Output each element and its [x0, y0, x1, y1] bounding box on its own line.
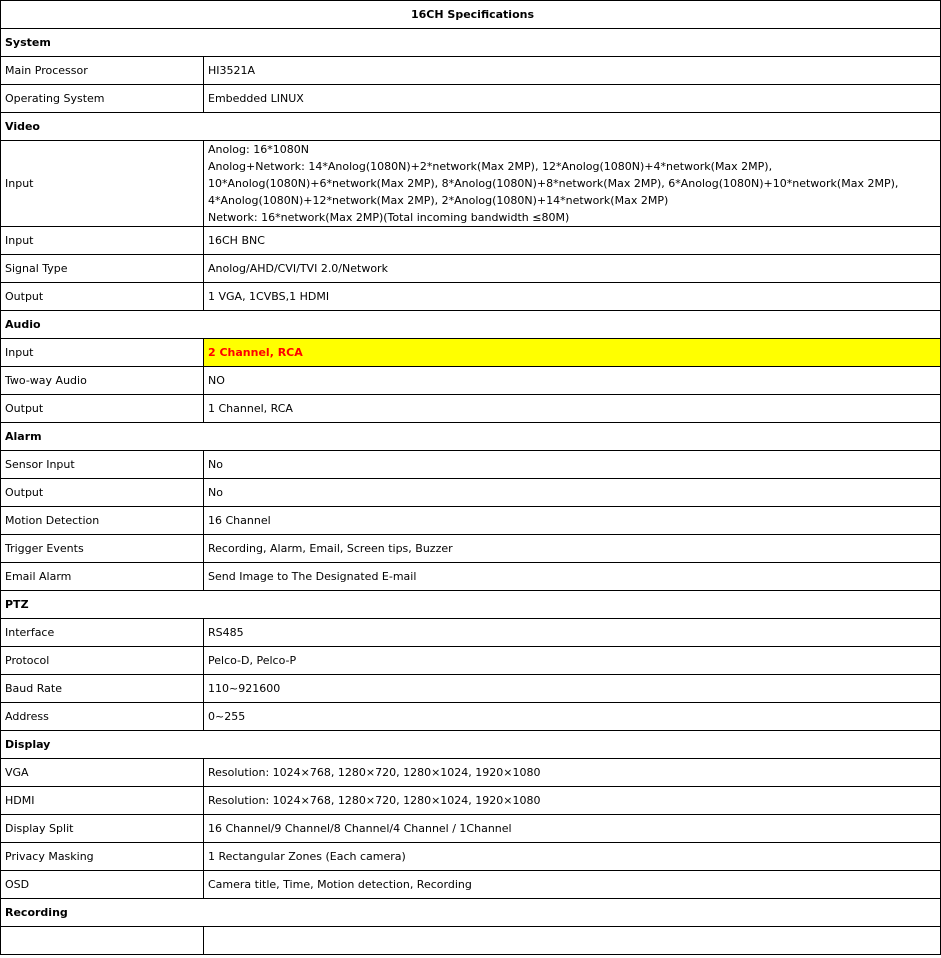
spec-label: Operating System	[1, 85, 204, 113]
spec-value: 1 Channel, RCA	[204, 395, 941, 423]
section-heading-recording: Recording	[1, 899, 941, 927]
spec-label: Output	[1, 395, 204, 423]
spec-value: HI3521A	[204, 57, 941, 85]
spec-value: Resolution: 1024×768, 1280×720, 1280×1024, 1920×1080	[204, 759, 941, 787]
spec-label: Output	[1, 283, 204, 311]
spec-value-line: 4*Anolog(1080N)+12*network(Max 2MP), 2*Anolog(1080N)+14*network(Max 2MP)	[208, 194, 669, 207]
spec-value: 0~255	[204, 703, 941, 731]
table-row	[1, 927, 941, 955]
spec-label	[1, 927, 204, 955]
table-row	[1, 815, 941, 843]
spec-value-line: Network: 16*network(Max 2MP)(Total incoming bandwidth ≤80M)	[208, 211, 570, 224]
table-row	[1, 675, 941, 703]
spec-label: Baud Rate	[1, 675, 204, 703]
table-row	[1, 255, 941, 283]
spec-value: 110~921600	[204, 675, 941, 703]
spec-value: Anolog/AHD/CVI/TVI 2.0/Network	[204, 255, 941, 283]
table-row	[1, 367, 941, 395]
section-row	[1, 113, 941, 141]
table-row	[1, 507, 941, 535]
table-row	[1, 339, 941, 367]
table-row	[1, 451, 941, 479]
spec-label: HDMI	[1, 787, 204, 815]
spec-label: OSD	[1, 871, 204, 899]
spec-label: Two-way Audio	[1, 367, 204, 395]
spec-label: Address	[1, 703, 204, 731]
spec-value-highlighted: 2 Channel, RCA	[204, 339, 941, 367]
spec-value: No	[204, 479, 941, 507]
spec-value-line: 10*Anolog(1080N)+6*network(Max 2MP), 8*Anolog(1080N)+8*network(Max 2MP), 6*Anolog(1080N)+10*network(Max 2MP),	[208, 177, 899, 190]
spec-label: Input	[1, 141, 204, 227]
spec-value: No	[204, 451, 941, 479]
spec-label: Privacy Masking	[1, 843, 204, 871]
table-row	[1, 871, 941, 899]
spec-value-line: Anolog: 16*1080N	[208, 143, 309, 156]
spec-value-line: Anolog+Network: 14*Anolog(1080N)+2*network(Max 2MP), 12*Anolog(1080N)+4*network(Max 2MP),	[208, 160, 773, 173]
section-heading-ptz: PTZ	[1, 591, 941, 619]
spec-value	[204, 927, 941, 955]
table-row	[1, 563, 941, 591]
spec-label: Display Split	[1, 815, 204, 843]
spec-label: Output	[1, 479, 204, 507]
table-row	[1, 759, 941, 787]
section-heading-video: Video	[1, 113, 941, 141]
spec-value-multiline	[204, 141, 941, 227]
page-title: 16CH Specifications	[1, 1, 941, 29]
section-row	[1, 591, 941, 619]
spec-value: 1 Rectangular Zones (Each camera)	[204, 843, 941, 871]
spec-label: Protocol	[1, 647, 204, 675]
table-row	[1, 57, 941, 85]
spec-label: Input	[1, 339, 204, 367]
spec-value: Pelco-D, Pelco-P	[204, 647, 941, 675]
spec-value: Resolution: 1024×768, 1280×720, 1280×1024, 1920×1080	[204, 787, 941, 815]
spec-value: 1 VGA, 1CVBS,1 HDMI	[204, 283, 941, 311]
table-row	[1, 283, 941, 311]
table-row	[1, 843, 941, 871]
section-heading-display: Display	[1, 731, 941, 759]
spec-label: Trigger Events	[1, 535, 204, 563]
spec-label: Main Processor	[1, 57, 204, 85]
spec-value: NO	[204, 367, 941, 395]
section-row	[1, 29, 941, 57]
table-row	[1, 703, 941, 731]
spec-label: VGA	[1, 759, 204, 787]
table-row	[1, 85, 941, 113]
spec-label: Signal Type	[1, 255, 204, 283]
spec-value: Recording, Alarm, Email, Screen tips, Buzzer	[204, 535, 941, 563]
section-heading-audio: Audio	[1, 311, 941, 339]
table-row	[1, 647, 941, 675]
section-heading-alarm: Alarm	[1, 423, 941, 451]
spec-label: Interface	[1, 619, 204, 647]
spec-label: Input	[1, 227, 204, 255]
table-row	[1, 619, 941, 647]
spec-value: Send Image to The Designated E-mail	[204, 563, 941, 591]
spec-value: 16 Channel/9 Channel/8 Channel/4 Channel / 1Channel	[204, 815, 941, 843]
section-row	[1, 731, 941, 759]
table-row	[1, 787, 941, 815]
section-row	[1, 423, 941, 451]
spec-value: 16 Channel	[204, 507, 941, 535]
table-row	[1, 535, 941, 563]
table-row	[1, 141, 941, 227]
title-row	[1, 1, 941, 29]
spec-value: Camera title, Time, Motion detection, Recording	[204, 871, 941, 899]
spec-value: 16CH BNC	[204, 227, 941, 255]
spec-label: Sensor Input	[1, 451, 204, 479]
table-row	[1, 227, 941, 255]
table-row	[1, 395, 941, 423]
spec-value: RS485	[204, 619, 941, 647]
section-row	[1, 899, 941, 927]
section-row	[1, 311, 941, 339]
spec-label: Email Alarm	[1, 563, 204, 591]
spec-value: Embedded LINUX	[204, 85, 941, 113]
spec-label: Motion Detection	[1, 507, 204, 535]
table-row	[1, 479, 941, 507]
section-heading-system: System	[1, 29, 941, 57]
